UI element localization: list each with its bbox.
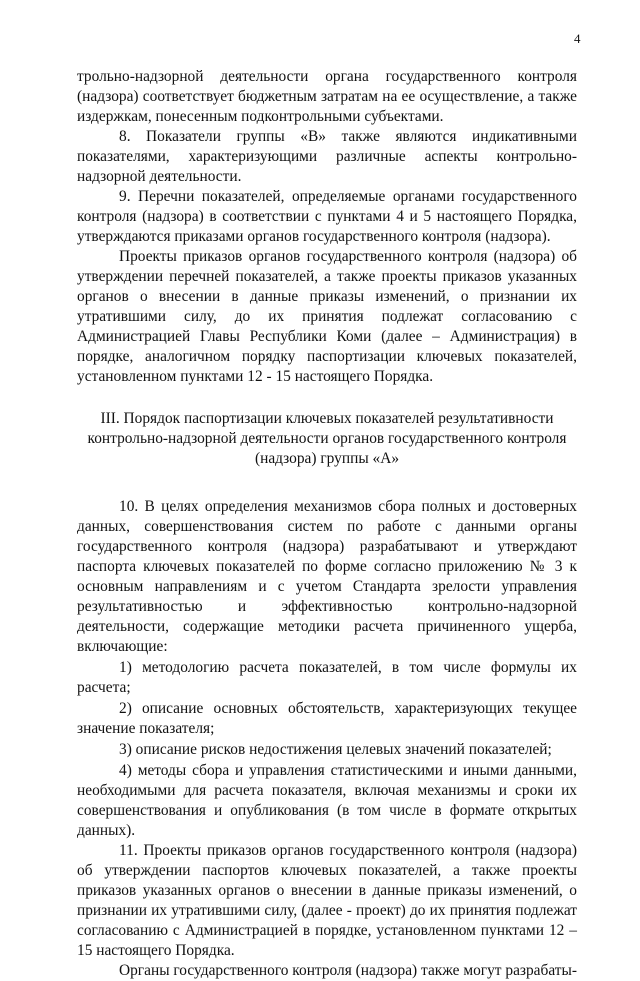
list-item-3: 3) описание рисков недостижения целевых значений показателей; <box>119 741 552 758</box>
paragraph-item-9: 9. Перечни показателей, определяемые органами государственного контроля (надзора) в соответствии с пунктами 4 и 5 настоящего Порядка, утверждаются приказами органов государственного контроля (надзора). <box>77 188 577 245</box>
paragraph-item-10: 10. В целях определения механизмов сбора полных и достоверных данных, совершенствования систем по работе с данными органы государственного контроля (надзора) разрабатывают и утверждают паспорта ключевых показателей по форме согласно приложению № 3 к основным направлениям и с учетом Стандарта зрелости управления результативностью и эффективностью контрольно-надзорной деятельности, содержащие методики расчета причиненного ущерба, включающие: <box>77 498 577 655</box>
list-item-4: 4) методы сбора и управления статистическими и иными данными, необходимыми для расчета показателя, включая механизмы и сроки их совершенствования и опубликования (в том числе в формате открытых данных). <box>77 762 577 839</box>
paragraph-item-8: 8. Показатели группы «В» также являются индикативными показателями, характеризующими различные аспекты контрольно-надзорной деятельности. <box>77 128 577 185</box>
list-item-1: 1) методологию расчета показателей, в том числе формулы их расчета; <box>77 659 577 696</box>
paragraph-projects-approval: Проекты приказов органов государственного контроля (надзора) об утверждении перечней показателей, а также проекты приказов указанных органов о внесении в данные приказы изменений, о признании их утратившими силу, до их принятия подлежат согласованию с Администрацией Главы Республики Коми (далее – Администрация) в порядке, аналогичном порядку паспортизации ключевых показателей, установленном пунктами 12 - 15 настоящего Порядка. <box>77 248 577 385</box>
paragraph-item-11: 11. Проекты приказов органов государственного контроля (надзора) об утверждении паспортов ключевых показателей, а также проекты приказов указанных органов о внесении в данные приказы изменений, о признании их утратившими силу, (далее - проект) до их принятия подлежат согласованию с Администрацией в порядке, установленном пунктами 12 – 15 настоящего Порядка. <box>77 842 577 959</box>
section-heading: III. Порядок паспортизации ключевых показателей результативности контрольно-надзорной деятельности органов государственного контроля (надзора) группы «А» <box>87 410 567 467</box>
list-item-2: 2) описание основных обстоятельств, характеризующих текущее значение показателя; <box>77 700 577 737</box>
page-number: 4 <box>574 31 581 46</box>
paragraph-final: Органы государственного контроля (надзора) также могут разрабаты- <box>119 962 577 979</box>
document-body <box>77 67 577 981</box>
paragraph-continuation: трольно-надзорной деятельности органа государственного контроля (надзора) соответствует бюджетным затратам на ее осуществление, а также издержкам, понесенным подконтрольными субъектами. <box>77 68 577 125</box>
